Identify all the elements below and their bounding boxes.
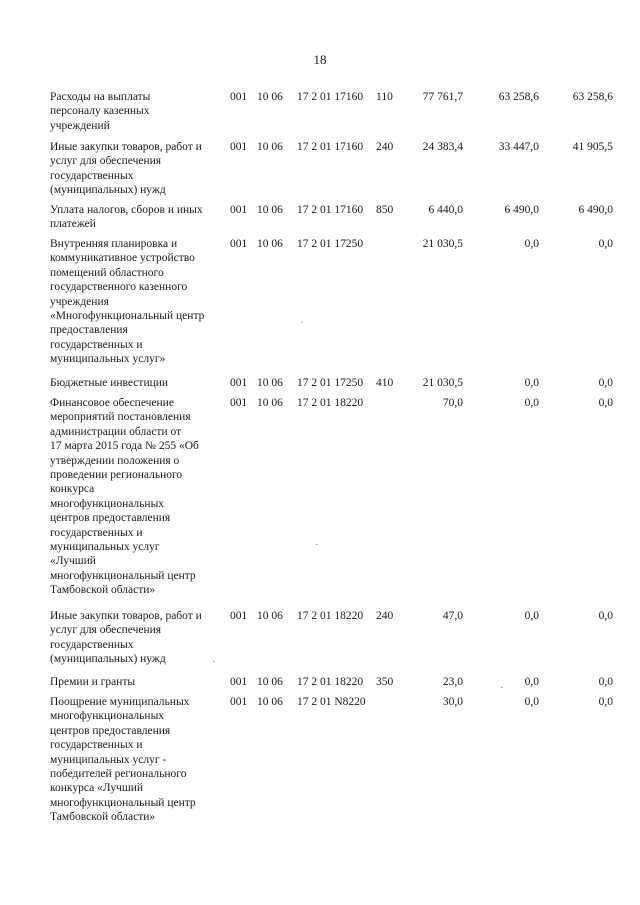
value-year-3: 0,0 xyxy=(598,377,613,389)
code-ministry: 001 xyxy=(230,397,248,409)
code-target: 17 2 01 17250 xyxy=(297,377,364,389)
code-ministry: 001 xyxy=(230,91,248,103)
row-name: Финансовое обеспечение мероприятий постановления администрации области от 17 марта 2015 года № 255 «Об утверждении положения о проведении регионального конкурса многофункциональных центров предоставления государственных и муниципальных услуг «Лучший многофункциональный центр Тамбовской области» xyxy=(50,397,199,597)
row-name: Премии и гранты xyxy=(50,676,136,688)
code-ministry: 001 xyxy=(230,610,248,622)
value-year-3: 6 490,0 xyxy=(578,204,613,216)
value-year-3: 0,0 xyxy=(598,696,613,708)
code-section: 10 06 xyxy=(257,204,283,216)
code-target: 17 2 01 18220 xyxy=(297,397,364,409)
value-year-2: 0,0 xyxy=(524,610,539,622)
code-section: 10 06 xyxy=(257,141,283,153)
code-target: 17 2 01 17160 xyxy=(297,141,364,153)
code-expense-type: 850 xyxy=(376,204,394,216)
value-year-2: 0,0 xyxy=(524,676,539,688)
value-year-2: 6 490,0 xyxy=(504,204,539,216)
code-ministry: 001 xyxy=(230,377,248,389)
value-year-3: 0,0 xyxy=(598,238,613,250)
code-expense-type: 410 xyxy=(376,377,394,389)
value-year-2: 0,0 xyxy=(524,397,539,409)
row-name: Уплата налогов, сборов и иных платежей xyxy=(50,204,203,231)
code-expense-type: 240 xyxy=(376,610,394,622)
code-target: 17 2 01 17160 xyxy=(297,91,364,103)
value-year-2: 33 447,0 xyxy=(498,141,539,153)
code-target: 17 2 01 N8220 xyxy=(297,696,366,708)
value-year-1: 21 030,5 xyxy=(422,377,463,389)
scan-speck: · xyxy=(315,540,319,551)
value-year-1: 47,0 xyxy=(442,610,463,622)
code-ministry: 001 xyxy=(230,696,248,708)
code-target: 17 2 01 18220 xyxy=(297,676,364,688)
value-year-1: 30,0 xyxy=(442,696,463,708)
value-year-1: 21 030,5 xyxy=(422,238,463,250)
code-expense-type: 240 xyxy=(376,141,394,153)
value-year-1: 24 383,4 xyxy=(422,141,463,153)
value-year-3: 0,0 xyxy=(598,676,613,688)
code-target: 17 2 01 17160 xyxy=(297,204,364,216)
value-year-3: 0,0 xyxy=(598,610,613,622)
code-expense-type: 110 xyxy=(376,91,393,103)
row-name: Расходы на выплаты персоналу казенных учреждений xyxy=(50,91,151,132)
code-target: 17 2 01 17250 xyxy=(297,238,364,250)
row-name: Иные закупки товаров, работ и услуг для обеспечения государственных (муниципальных) нужд xyxy=(50,610,202,666)
value-year-1: 70,0 xyxy=(442,397,463,409)
code-ministry: 001 xyxy=(230,141,248,153)
value-year-2: 0,0 xyxy=(524,696,539,708)
code-section: 10 06 xyxy=(257,238,283,250)
row-name: Иные закупки товаров, работ и услуг для обеспечения государственных (муниципальных) нужд xyxy=(50,141,202,197)
value-year-1: 6 440,0 xyxy=(428,204,463,216)
code-section: 10 06 xyxy=(257,377,283,389)
value-year-1: 23,0 xyxy=(442,676,463,688)
code-target: 17 2 01 18220 xyxy=(297,610,364,622)
code-ministry: 001 xyxy=(230,238,248,250)
code-section: 10 06 xyxy=(257,696,283,708)
value-year-2: 0,0 xyxy=(524,238,539,250)
code-section: 10 06 xyxy=(257,91,283,103)
value-year-3: 41 905,5 xyxy=(572,141,613,153)
code-ministry: 001 xyxy=(230,676,248,688)
value-year-3: 0,0 xyxy=(598,397,613,409)
code-section: 10 06 xyxy=(257,397,283,409)
row-name: Бюджетные инвестиции xyxy=(50,377,169,389)
value-year-1: 77 761,7 xyxy=(422,91,463,103)
code-expense-type: 350 xyxy=(376,676,394,688)
row-name: Поощрение муниципальных многофункциональных центров предоставления государственных и муниципальных услуг - победителей регионального конкурса «Лучший многофункциональный центр Тамбовской области» xyxy=(50,696,196,824)
code-section: 10 06 xyxy=(257,610,283,622)
scan-speck: · xyxy=(500,683,504,694)
value-year-2: 0,0 xyxy=(524,377,539,389)
value-year-2: 63 258,6 xyxy=(498,91,539,103)
code-section: 10 06 xyxy=(257,676,283,688)
code-ministry: 001 xyxy=(230,204,248,216)
value-year-3: 63 258,6 xyxy=(572,91,613,103)
scan-speck: · xyxy=(300,318,304,329)
page-number: 18 xyxy=(313,52,327,67)
scan-speck: · xyxy=(212,657,216,668)
row-name: Внутренняя планировка и коммуникативное устройство помещений областного государственного казенного учреждения «Многофункциональный центр предоставления государственных и муниципальных услуг» xyxy=(50,238,205,366)
